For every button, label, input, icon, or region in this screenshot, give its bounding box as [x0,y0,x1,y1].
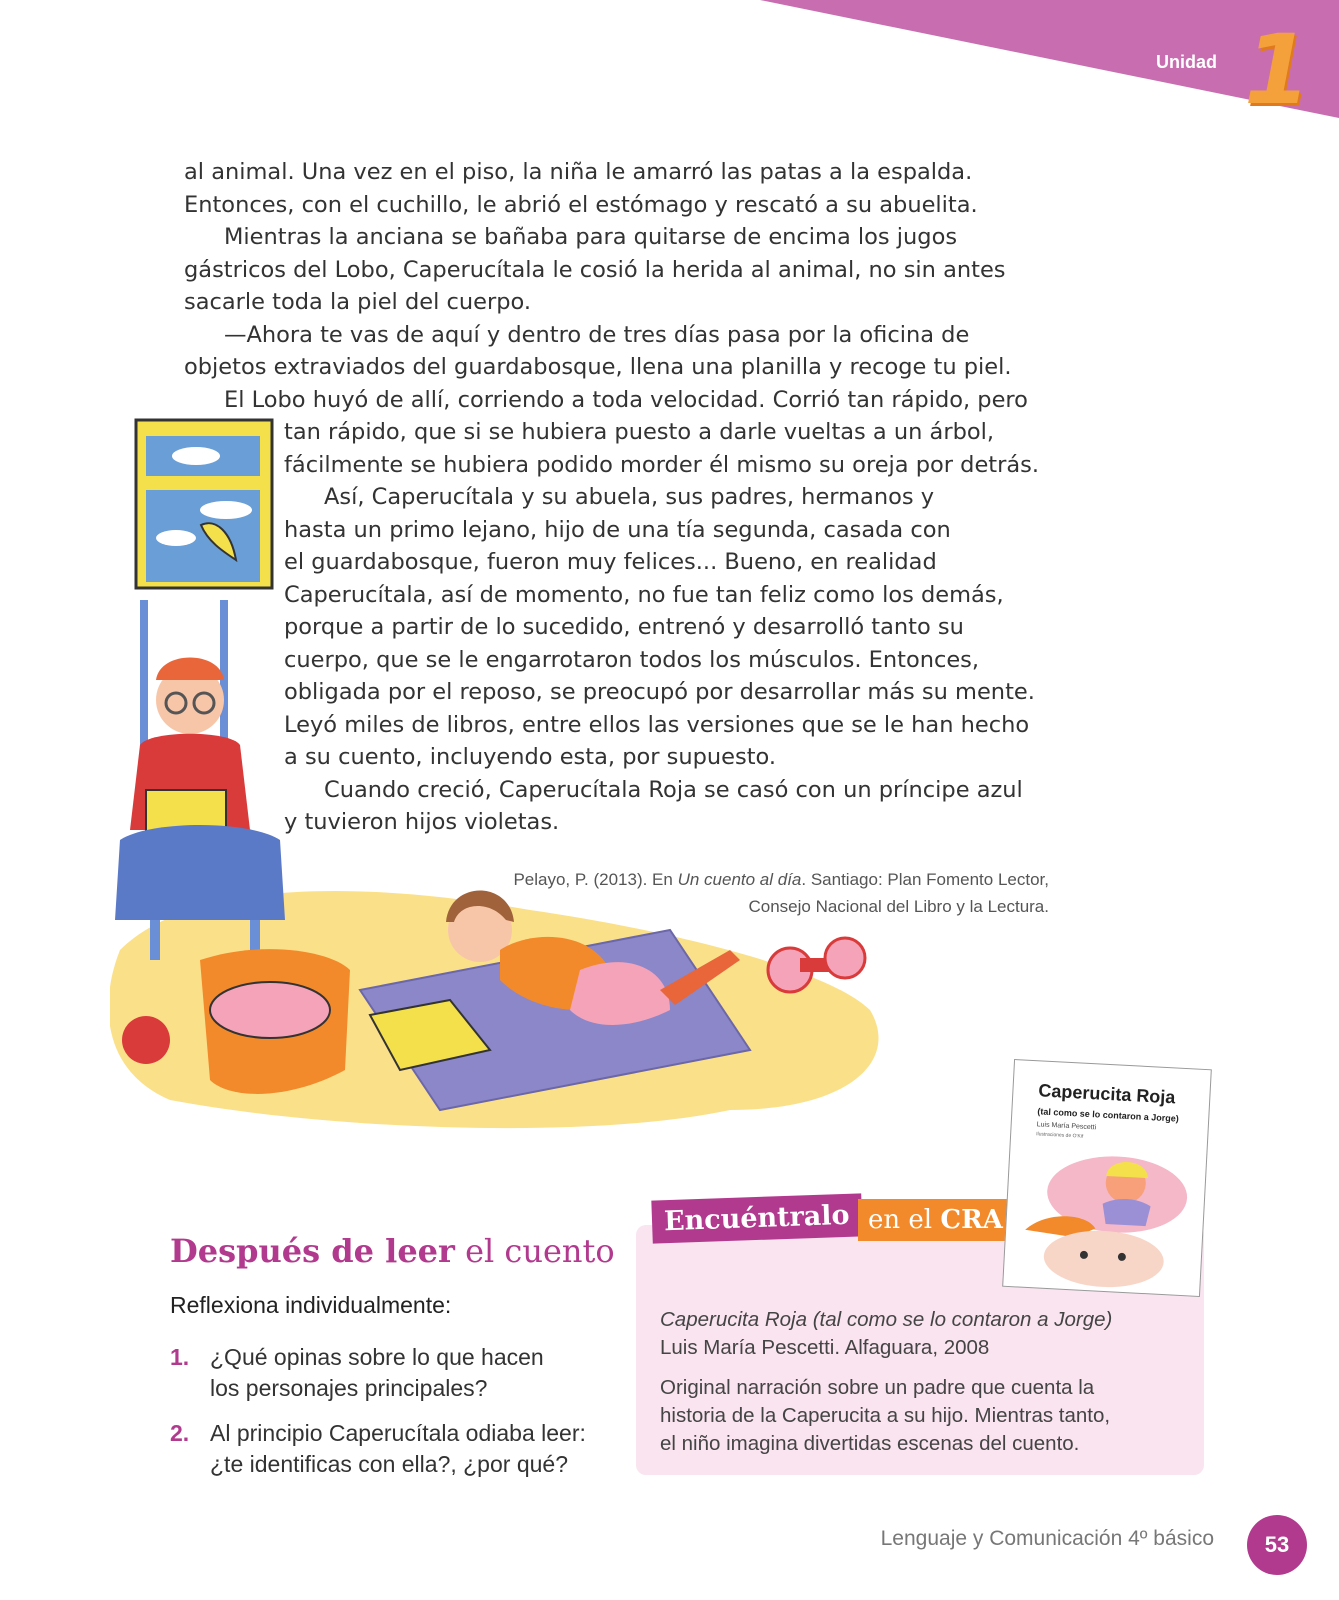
citation-line-2: Consejo Nacional del Libro y la Lectura. [748,897,1049,916]
story-line: Leyó miles de libros, entre ellos las versiones que se le han hecho [284,711,1030,738]
story-text-top [184,156,1028,416]
unit-label: Unidad [1156,52,1217,72]
question-number: 1. [170,1344,190,1370]
cra-book-title: Caperucita Roja (tal como se lo contaron a Jorge) [660,1308,1113,1331]
story-line: fácilmente se hubiera podido morder él mismo su oreja por detrás. [284,451,1040,478]
citation-line-1: Pelayo, P. (2013). En Un cuento al día. Santiago: Plan Fomento Lector, [513,870,1049,889]
citation [513,866,1049,920]
footer-subject: Lenguaje y Comunicación 4º básico [880,1527,1214,1550]
question-line: ¿te identificas con ella?, ¿por qué? [210,1451,568,1477]
cra-description-line: el niño imagina divertidas escenas del cuento. [660,1432,1080,1455]
story-line: al animal. Una vez en el piso, la niña le amarró las patas a la espalda. [184,159,973,185]
story-line: a su cuento, incluyendo esta, por supuesto. [284,744,777,770]
book-cover-author: Luis María Pescetti [1036,1121,1097,1132]
cra-tag-main: Encuéntralo [651,1193,862,1243]
story-line: objetos extraviados del guardabosque, llena una planilla y recoge tu piel. [184,354,1012,380]
story-line: Mientras la anciana se bañaba para quitarse de encima los jugos [224,224,958,250]
cra-book-author: Luis María Pescetti. Alfaguara, 2008 [660,1336,990,1359]
story-line: Así, Caperucítala y su abuela, sus padres, hermanos y [324,484,935,510]
cra-description-line: historia de la Caperucita a su hijo. Mientras tanto, [660,1404,1111,1427]
section-title: Después de leer el cuento [170,1232,615,1270]
story-line: sacarle toda la piel del cuerpo. [184,289,532,315]
question-number: 2. [170,1420,190,1446]
story-text-bottom [284,416,1039,839]
story-line: —Ahora te vas de aquí y dentro de tres días pasa por la oficina de [224,321,970,348]
cra-tag-sub: en el CRA [858,1199,1013,1241]
story-line: y tuvieron hijos violetas. [284,809,560,835]
question-line: Al principio Caperucítala odiaba leer: [210,1420,586,1446]
instruction: Reflexiona individualmente: [170,1292,452,1318]
story-line: Entonces, con el cuchillo, le abrió el estómago y rescató a su abuelita. [184,191,978,218]
story-line: hasta un primo lejano, hijo de una tía segunda, casada con [284,516,951,543]
story-line: El Lobo huyó de allí, corriendo a toda velocidad. Corrió tan rápido, pero [224,386,1028,413]
unit-number: 1 [1244,14,1311,126]
story-line: cuerpo, que se le engarrotaron todos los músculos. Entonces, [284,646,980,673]
story-line: el guardabosque, fueron muy felices... Bueno, en realidad [284,549,937,575]
story-line: obligada por el reposo, se preocupó por desarrollar más su mente. [284,679,1035,705]
book-cover-subtitle: (tal como se lo contaron a Jorge) [1037,1106,1179,1124]
book-cover-illustrator: Ilustraciones de O'Kif [1036,1131,1084,1140]
question-line: ¿Qué opinas sobre lo que hacen [210,1344,544,1370]
book-cover-title: Caperucita Roja [1037,1080,1176,1108]
story-line: porque a partir de lo sucedido, entrenó y desarrolló tanto su [284,614,964,640]
book-cover [1002,1059,1212,1297]
page-number: 53 [1247,1515,1307,1575]
story-line: gástricos del Lobo, Caperucítala le cosió la herida al animal, no sin antes [184,256,1006,283]
story-line: Cuando creció, Caperucítala Roja se casó con un príncipe azul [324,776,1023,803]
unit-banner [0,0,1339,130]
question-line: los personajes principales? [210,1375,488,1401]
window [136,420,272,588]
cra-description-line: Original narración sobre un padre que cuenta la [660,1376,1095,1399]
story-line: tan rápido, que si se hubiera puesto a darle vueltas a un árbol, [284,419,995,445]
story-line: Caperucítala, así de momento, no fue tan feliz como los demás, [284,581,1004,608]
